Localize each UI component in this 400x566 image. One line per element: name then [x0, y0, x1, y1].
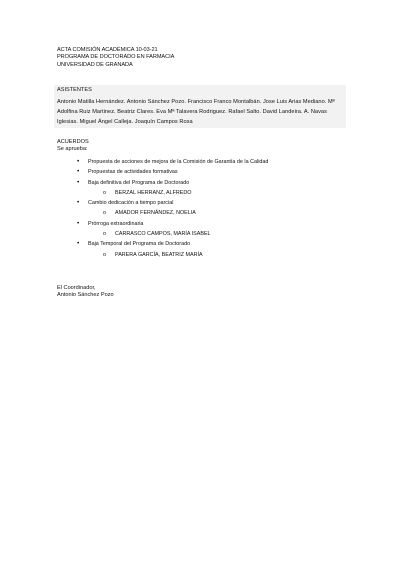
- list-item-text: Cambio dedicación a tiempo parcial: [88, 200, 174, 207]
- list-item-text: Prórroga extraordinaria: [88, 220, 144, 227]
- list-item: [77, 198, 357, 208]
- list-item-text: Baja Temporal del Programa de Doctorado: [88, 241, 191, 248]
- header-university: UNIVERSIDAD DE GRANADA: [57, 61, 133, 68]
- circle-bullet-icon: o: [103, 231, 106, 238]
- bullet-icon: •: [77, 199, 80, 207]
- bullet-icon: •: [77, 240, 80, 248]
- list-subitem-text: AMADOR FERNÁNDEZ, NOELIA: [115, 210, 196, 217]
- header-program: PROGRAMA DE DOCTORADO EN FARMACIA: [57, 54, 175, 61]
- list-item: [77, 239, 357, 249]
- list-subitem: [77, 250, 357, 260]
- list-subitem: [77, 208, 357, 218]
- list-item-text: Propuesta de acciones de mejora de la Comisión de Garantía de la Calidad: [88, 159, 269, 165]
- attendees-heading: ASISTENTES: [57, 87, 92, 93]
- list-subitem-text: CARRASCO CAMPOS, MARÍA ISABEL: [115, 231, 211, 238]
- list-item-text: Propuestas de actividades formativas: [88, 169, 178, 176]
- circle-bullet-icon: o: [103, 210, 106, 217]
- bullet-icon: •: [77, 168, 80, 176]
- list-item: [77, 178, 357, 188]
- bullet-icon: •: [77, 158, 80, 165]
- agreements-heading-block: [57, 139, 89, 154]
- circle-bullet-icon: o: [103, 251, 106, 258]
- agreements-intro: Se aprueba:: [57, 146, 88, 153]
- list-item-text: Baja definitiva del Programa de Doctorado: [88, 179, 190, 186]
- header-title: ACTA COMISIÓN ACADÉMICA 10-03-21: [57, 47, 158, 53]
- agreements-list: [77, 157, 357, 260]
- signature-block: [57, 285, 114, 300]
- attendees-list: Antonio Matilla Hernández. Antonio Sánchez Pozo. Francisco Franco Montalbán. Jose Luis Arias Mediano. Mª Adolfina Ruiz Martinez. Beatriz Clares. Eva Mª Talavera Rodriguez. Rafael Salto. David Landeira. A. Navas Iglesias. Miguel Ángel Calleja. Joaquín Campos Rosa: [57, 99, 335, 125]
- list-subitem: [77, 188, 357, 198]
- circle-bullet-icon: o: [103, 189, 106, 196]
- list-item: [77, 219, 357, 229]
- list-subitem: [77, 229, 357, 239]
- list-subitem-text: BERZAL HERRANZ, ALFREDO: [115, 189, 192, 196]
- list-item: [77, 157, 357, 167]
- signature-role: El Coordinador,: [57, 285, 96, 291]
- bullet-icon: •: [77, 219, 80, 227]
- agreements-heading: ACUERDOS: [57, 139, 89, 145]
- document-header: [57, 47, 174, 69]
- list-subitem-text: PARERA GARCÍA, BEATRIZ MARÍA: [115, 251, 203, 258]
- bullet-icon: •: [77, 178, 80, 186]
- signature-name: Antonio Sánchez Pozo: [57, 292, 114, 299]
- list-item: [77, 167, 357, 177]
